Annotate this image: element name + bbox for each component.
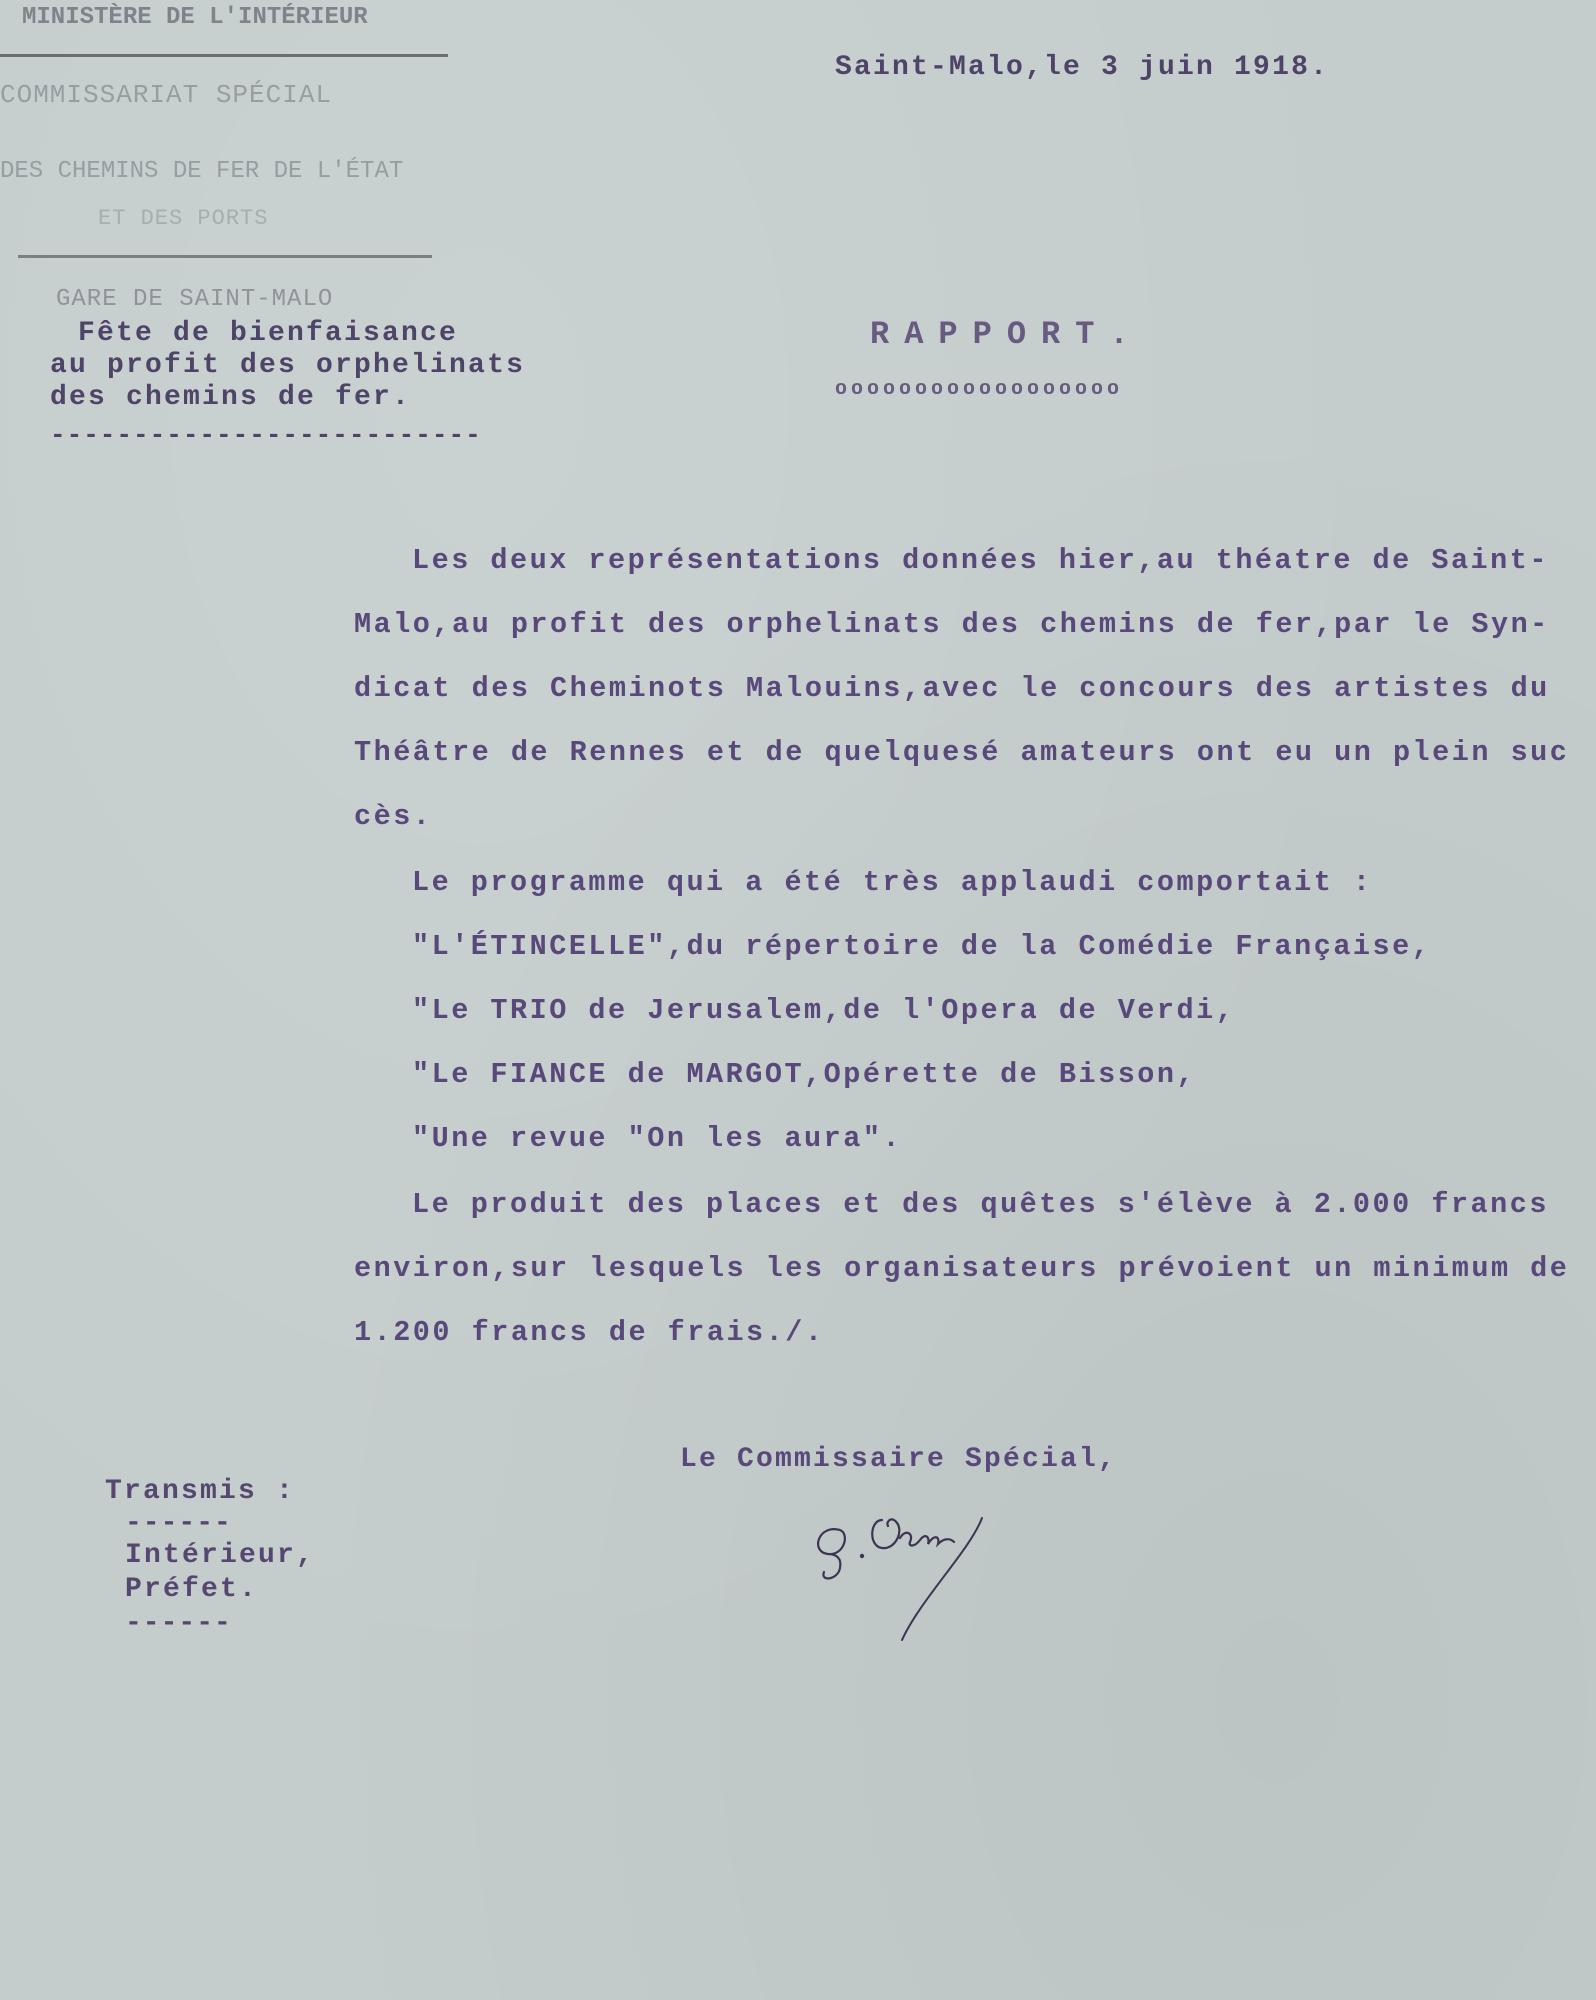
signatory-title: Le Commissaire Spécial, (680, 1444, 1118, 1475)
subject-line-1: Fête de bienfaisance (78, 318, 459, 349)
body-line: environ,sur lesquels les organisateurs prévoient un minimum de (354, 1252, 1570, 1285)
body-line: Le produit des places et des quêtes s'élève à 2.000 francs (412, 1188, 1549, 1221)
body-line: cès. (354, 800, 433, 833)
letter-date: Saint-Malo,le 3 juin 1918. (835, 52, 1330, 83)
transmis-item: Intérieur, (125, 1540, 316, 1571)
programme-item: "Le TRIO de Jerusalem,de l'Opera de Verdi, (412, 994, 1236, 1027)
letterhead-rule-2 (18, 255, 432, 258)
transmis-rule-top: ------ (125, 1508, 232, 1539)
letterhead-rule-1 (0, 54, 448, 57)
letterhead-line-3: DES CHEMINS DE FER DE L'ÉTAT (0, 158, 404, 185)
programme-item: "L'ÉTINCELLE",du répertoire de la Comédie Française, (412, 930, 1432, 963)
letterhead-line-2: COMMISSARIAT SPÉCIAL (0, 80, 333, 110)
subject-line-3: des chemins de fer. (50, 382, 412, 413)
body-line: 1.200 francs de frais./. (354, 1316, 825, 1349)
report-title: RAPPORT. (870, 316, 1144, 353)
programme-item: "Le FIANCE de MARGOT,Opérette de Bisson, (412, 1058, 1197, 1091)
letterhead-line-4: ET DES PORTS (98, 206, 269, 231)
body-line: dicat des Cheminots Malouins,avec le concours des artistes du (354, 672, 1550, 705)
letterhead-line-5: GARE DE SAINT-MALO (56, 286, 334, 313)
subject-line-2: au profit des orphelinats (50, 350, 526, 381)
transmis-item: Préfet. (125, 1574, 259, 1605)
letterhead-line-1: MINISTÈRE DE L'INTÉRIEUR (22, 4, 368, 31)
handwritten-signature (810, 1490, 1040, 1650)
subject-rule: -------------------------- (50, 420, 482, 450)
body-line: Théâtre de Rennes et de quelquesé amateurs ont eu un plein suc (354, 736, 1570, 769)
body-line: Le programme qui a été très applaudi comportait : (412, 866, 1373, 899)
programme-item: "Une revue "On les aura". (412, 1122, 903, 1155)
transmis-rule-bottom: ------ (125, 1608, 232, 1639)
transmis-label: Transmis : (105, 1476, 296, 1507)
report-title-underline: oooooooooooooooooo (835, 378, 1124, 401)
body-line: Les deux représentations données hier,au théatre de Saint- (412, 544, 1549, 577)
body-line: Malo,au profit des orphelinats des chemins de fer,par le Syn- (354, 608, 1550, 641)
